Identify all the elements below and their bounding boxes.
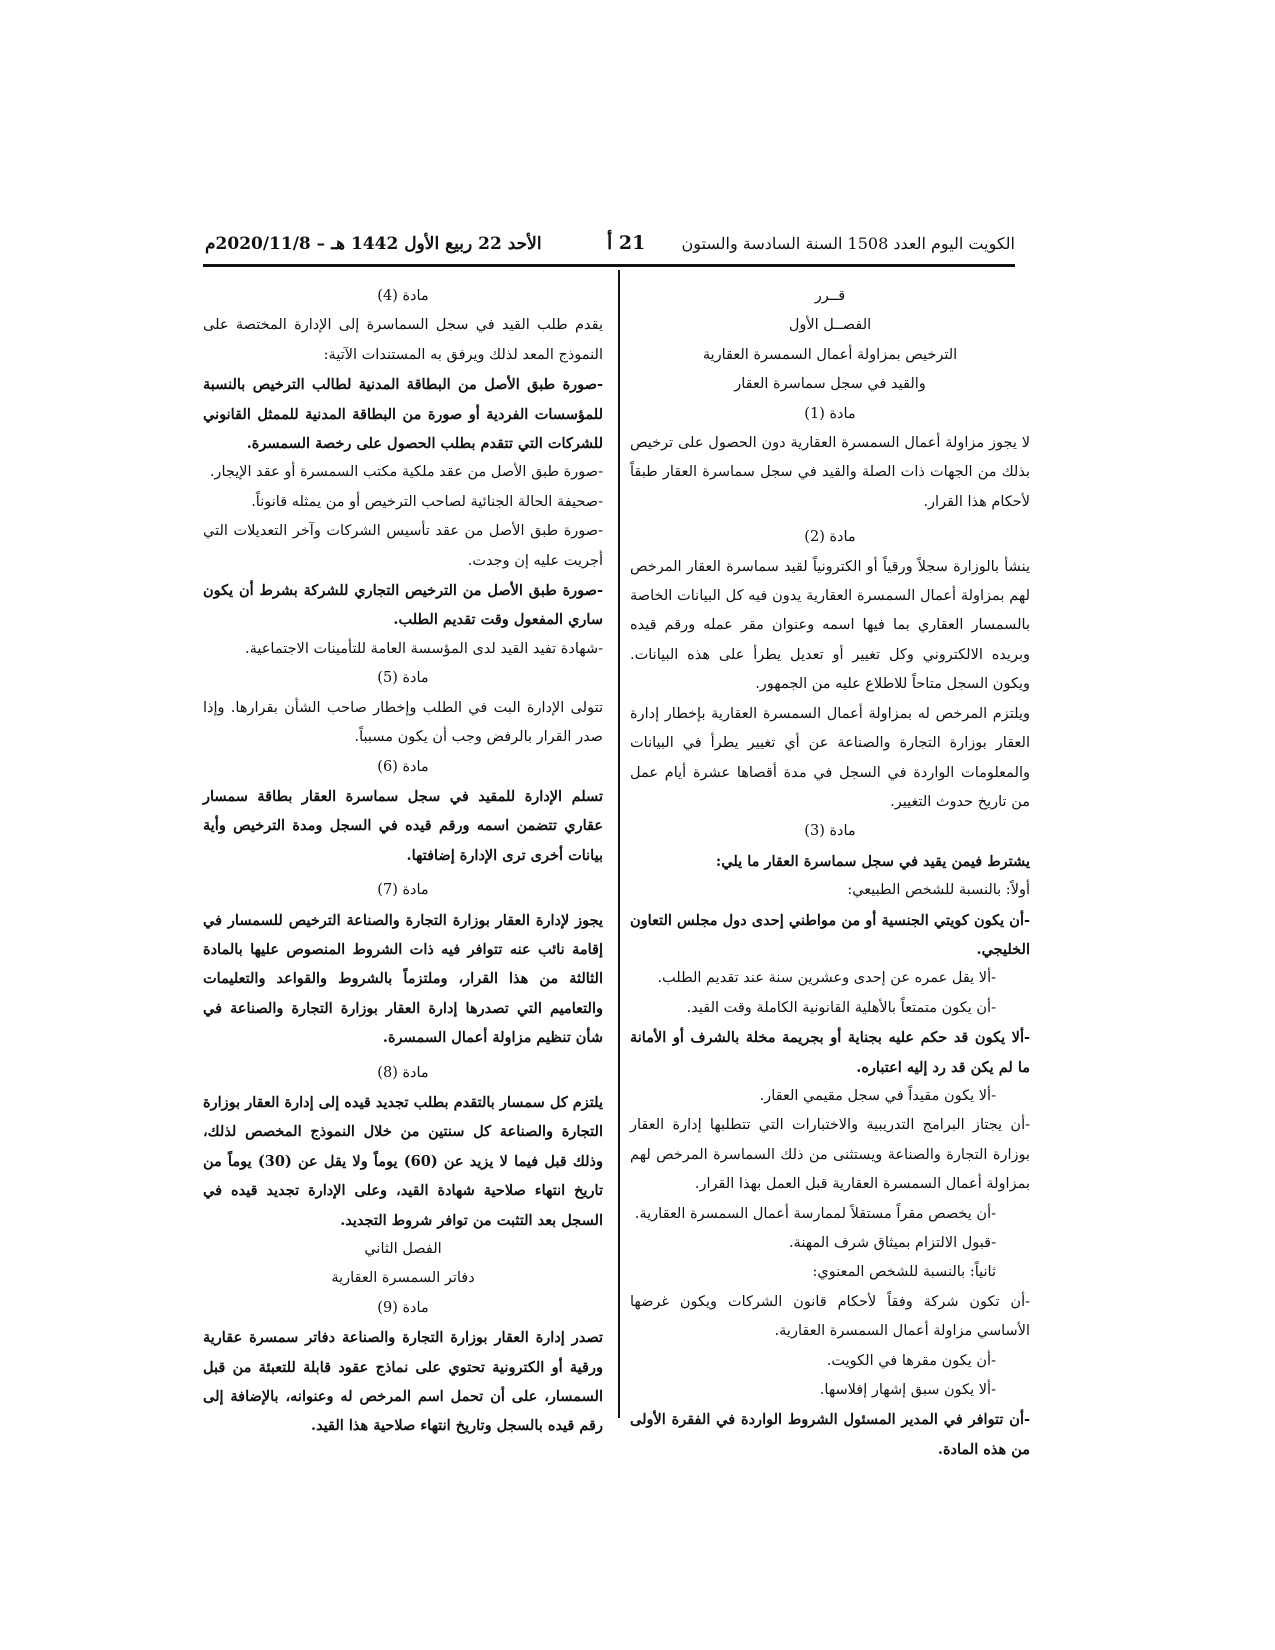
paragraph: يجوز لإدارة العقار بوزارة التجارة والصناعة الترخيص للسمسار في إقامة نائب عنه تتوافر فيه ذات الشروط المنصوص عليها بالمادة الثالثة من هذا القرار، وملتزماً بالشروط والقواعد والتعليمات والتعاميم التي تصدرها إدارة العقار بوزارة التجارة والصناعة في شأن تنظيم مزاولة أعمال السمسرة.	[203, 911, 603, 1047]
paragraph: -صورة طبق الأصل من عقد تأسيس الشركات وآخر التعديلات التي أجريت عليه إن وجدت.	[203, 523, 603, 569]
paragraph: -أن يكون كويتي الجنسية أو من مواطني إحدى دول مجلس التعاون الخليجي.	[630, 911, 1030, 958]
section-heading: مادة (4)	[377, 288, 429, 304]
section-heading: دفاتر السمسرة العقارية	[331, 1270, 475, 1287]
header-rule	[203, 264, 1015, 267]
column-divider	[618, 270, 620, 1418]
paragraph: -أن تتوافر في المدير المسئول الشروط الواردة في الفقرة الأولى من هذه المادة.	[630, 1411, 1030, 1458]
paragraph: تسلم الإدارة للمقيد في سجل سماسرة العقار بطاقة سمسار عقاري تتضمن اسمه ورقم قيده في السجل ومدة الترخيص وأية بيانات أخرى ترى الإدارة إضافتها.	[203, 787, 603, 864]
paragraph: -أن يكون متمتعاً بالأهلية القانونية الكاملة وقت القيد.	[686, 999, 996, 1016]
paragraph: -أن يجتاز البرامج التدريبية والاختبارات التي تتطلبها إدارة العقار بوزارة التجارة والصناعة ويستثنى من ذلك السماسرة المرخص لهم بمزاولة أعمال السمسرة العقارية قبل العمل بهذا القرار.	[630, 1117, 1030, 1193]
section-heading: مادة (1)	[804, 405, 856, 422]
paragraph: -ألا يقل عمره عن إحدى وعشرين سنة عند تقديم الطلب.	[657, 970, 996, 987]
section-heading: مادة (5)	[377, 670, 429, 687]
paragraph: -صورة طبق الأصل من الترخيص التجاري للشركة بشرط أن يكون ساري المفعول وقت تقديم الطلب.	[203, 582, 603, 629]
paragraph: أولاً: بالنسبة للشخص الطبيعي:	[847, 882, 1030, 899]
paragraph: -صورة طبق الأصل من عقد ملكية مكتب السمسرة أو عقد الإيجار.	[209, 464, 603, 481]
section-heading: والقيد في سجل سماسرة العقار	[734, 376, 926, 393]
paragraph: لا يجوز مزاولة أعمال السمسرة العقارية دون الحصول على ترخيص بذلك من الجهات ذات الصلة والقيد في سجل سماسرة العقار طبقاً لأحكام هذا القرار.	[630, 435, 1030, 510]
section-heading: الفصــل الأول	[788, 317, 872, 334]
header-issue: الكويت اليوم العدد 1508 السنة السادسة والستون	[681, 234, 1015, 253]
paragraph: -أن تكون شركة وفقاً لأحكام قانون الشركات ويكون غرضها الأساسي مزاولة أعمال السمسرة العقارية.	[630, 1293, 1030, 1340]
paragraph: -ألا يكون سبق إشهار إفلاسها.	[819, 1382, 996, 1399]
page-number: 21 أ	[607, 232, 646, 254]
section-heading: مادة (7)	[377, 882, 429, 899]
section-heading: الفصل الثاني	[364, 1241, 442, 1257]
section-heading: مادة (8)	[377, 1064, 429, 1081]
paragraph: يلتزم كل سمسار بالتقدم بطلب تجديد قيده إلى إدارة العقار بوزارة التجارة والصناعة كل سنتين من خلال النموذج المخصص لذلك، وذلك قبل فيما لا يزيد عن (60) يوماً ولا يقل عن (30) يوماً من تاريخ انتهاء صلاحية شهادة القيد، وعلى الإدارة تجديد قيده في السجل بعد التثبت من توافر شروط التجديد.	[203, 1093, 603, 1229]
section-heading: مادة (3)	[804, 823, 856, 840]
right-column	[630, 282, 1030, 1464]
section-heading: الترخيص بمزاولة أعمال السمسرة العقارية	[702, 346, 958, 363]
section-heading: مادة (2)	[804, 529, 856, 546]
paragraph: -ألا يكون مقيداً في سجل مقيمي العقار.	[759, 1087, 996, 1104]
section-heading: قــرر	[814, 288, 846, 304]
section-heading: مادة (6)	[377, 758, 429, 775]
paragraph: ثانياً: بالنسبة للشخص المعنوي:	[812, 1264, 996, 1281]
paragraph: تصدر إدارة العقار بوزارة التجارة والصناعة دفاتر سمسرة عقارية ورقية أو الكترونية تحتوي على نماذج عقود قابلة للتعبئة من قبل السمسار، على أن تحمل اسم المرخص له وعنوانه، بالإضافة إلى رقم قيده بالسجل وتاريخ انتهاء صلاحية هذا القيد.	[203, 1329, 603, 1435]
paragraph: -أن يخصص مقراً مستقلاً لممارسة أعمال السمسرة العقارية.	[634, 1205, 996, 1222]
paragraph: ينشأ بالوزارة سجلاً ورقياً أو الكترونياً لقيد سماسرة العقار المرخص لهم بمزاولة أعمال السمسرة العقارية يدون فيه كل البيانات الخاصة بالسمسار العقاري بما فيها اسمه وعنوان مقر عمله ورقم قيده وبريده الالكتروني وكل تغيير أو تعديل يطرأ على هذه البيانات. ويكون السجل متاحاً للاطلاع عليه من الجمهور.	[630, 558, 1030, 693]
paragraph: ويلتزم المرخص له بمزاولة أعمال السمسرة العقارية بإخطار إدارة العقار بوزارة التجارة والصناعة عن أي تغيير يطرأ في البيانات والمعلومات الواردة في السجل في مدة أقصاها عشرة أيام عمل من تاريخ حدوث التغيير.	[630, 705, 1030, 810]
paragraph: تتولى الإدارة البت في الطلب وإخطار صاحب الشأن بقرارها. وإذا صدر القرار بالرفض وجب أن يكون مسبباً.	[203, 699, 603, 746]
paragraph: -صورة طبق الأصل من البطاقة المدنية لطالب الترخيص بالنسبة للمؤسسات الفردية أو صورة من البطاقة المدنية للممثل القانوني للشركات التي تتقدم بطلب الحصول على رخصة السمسرة.	[203, 376, 603, 453]
header-date: الأحد 22 ربيع الأول 1442 هـ – 2020/11/8م	[205, 234, 542, 254]
paragraph: -شهادة تفيد القيد لدى المؤسسة العامة للتأمينات الاجتماعية.	[245, 640, 603, 657]
page-header	[205, 234, 1015, 262]
paragraph: يقدم طلب القيد في سجل السماسرة إلى الإدارة المختصة على النموذج المعد لذلك ويرفق به المستندات الآتية:	[203, 317, 603, 363]
paragraph: -صحيفة الحالة الجنائية لصاحب الترخيص أو من يمثله قانوناً.	[251, 493, 603, 510]
left-column	[203, 282, 603, 1441]
paragraph: -قبول الالتزام بميثاق شرف المهنة.	[788, 1235, 996, 1251]
paragraph: -ألا يكون قد حكم عليه بجناية أو بجريمة مخلة بالشرف أو الأمانة ما لم يكن قد رد إليه اعتباره.	[630, 1029, 1030, 1076]
section-heading: مادة (9)	[377, 1299, 429, 1316]
paragraph: يشترط فيمن يقيد في سجل سماسرة العقار ما يلي:	[715, 852, 1030, 870]
paragraph: -أن يكون مقرها في الكويت.	[826, 1352, 996, 1369]
